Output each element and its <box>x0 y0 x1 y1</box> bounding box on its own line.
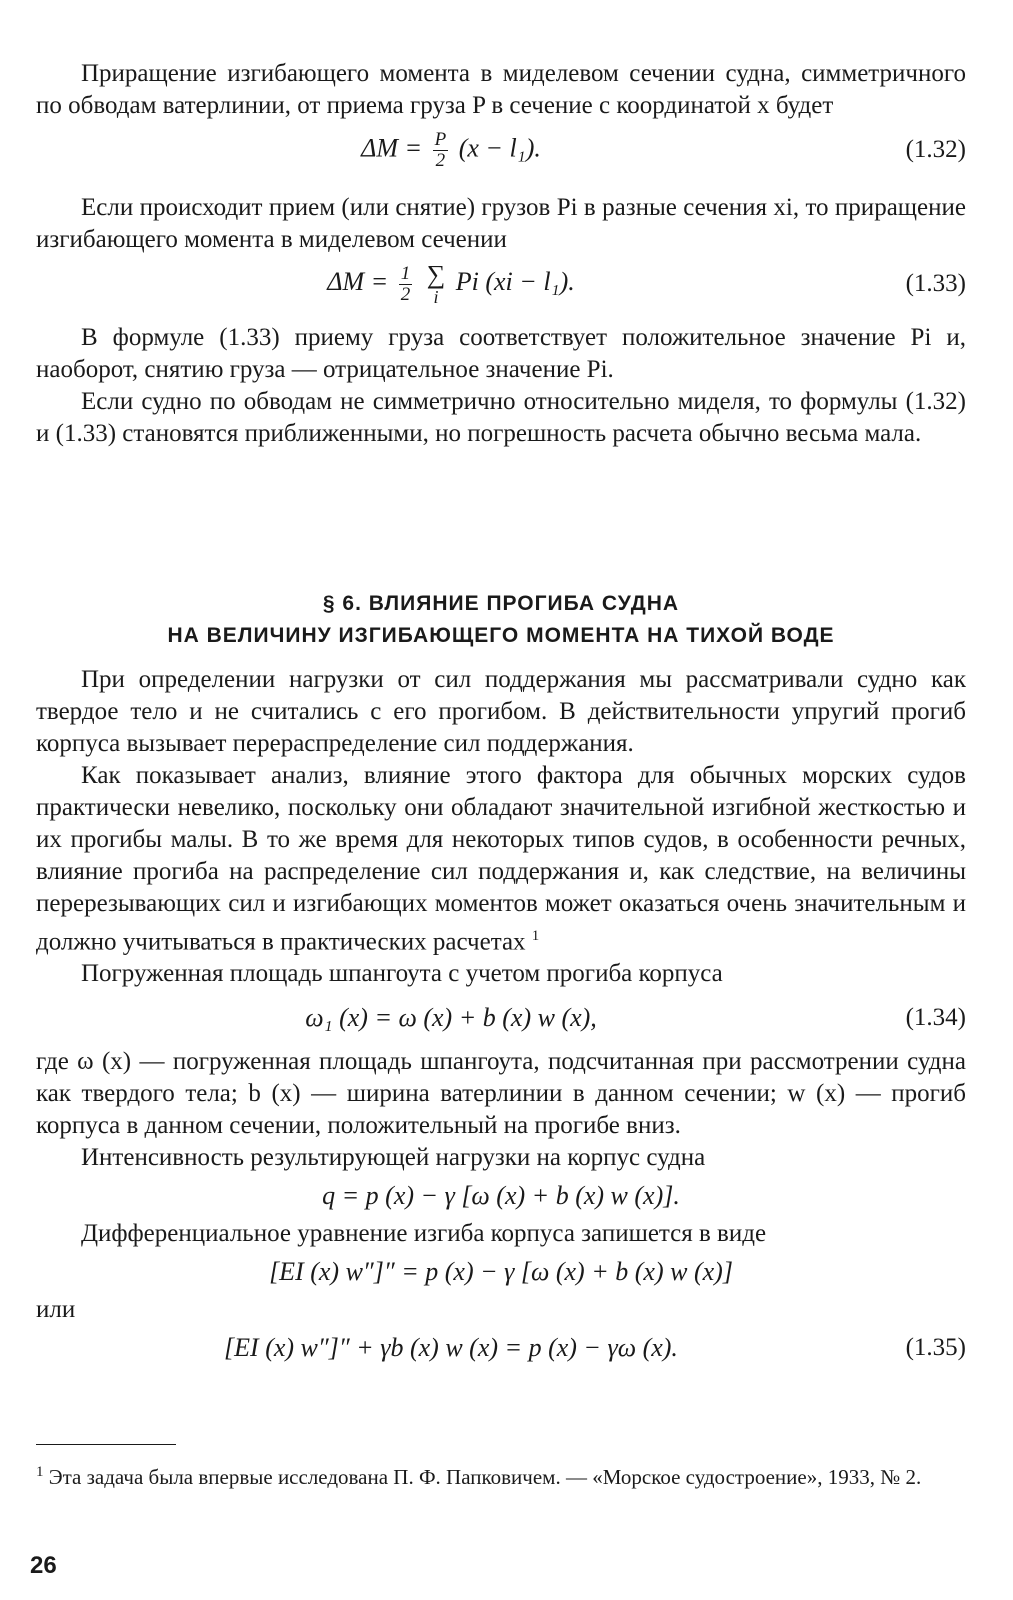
paragraph-frame-area: Погруженная площадь шпангоута с учетом прогиба корпуса <box>81 960 723 988</box>
fraction-denominator: 2 <box>435 149 446 171</box>
equation-number: (1.33) <box>905 270 966 297</box>
footnote-divider <box>36 1444 176 1445</box>
fraction-denominator: 2 <box>400 283 411 305</box>
eq-rhs: (x − l₁). <box>458 132 541 162</box>
eq-lhs: ΔM = <box>327 266 389 296</box>
equation-number: (1.32) <box>905 136 966 163</box>
footnote <box>36 1458 966 1491</box>
equation-1-32 <box>36 122 966 178</box>
equation-body <box>36 130 866 171</box>
footnote-marker: 1 <box>531 928 540 944</box>
paragraph-definitions: где ω (x) — погруженная площадь шпангоута, подсчитанная при рассмотрении судна как твердого тела; b (x) — ширина ватерлинии в данном сечении; w (x) — прогиб корпуса в данном сечении, положительный на прогибе вниз. <box>36 1048 966 1140</box>
fraction <box>399 264 413 305</box>
equation-body: ω₁ (x) = ω (x) + b (x) w (x), <box>305 1003 597 1033</box>
equation-body: q = p (x) − γ [ω (x) + b (x) w (x)]. <box>322 1181 680 1211</box>
summation <box>427 262 446 306</box>
footnote-text: Эта задача была впервые исследована П. Ф. Папковичем. — «Морское судостроение», 1933, № 2. <box>48 1465 922 1489</box>
equation-1-35 <box>36 1326 966 1370</box>
eq-rhs: Pi (xi − l₁). <box>455 266 575 296</box>
paragraph-analysis <box>36 760 966 958</box>
footnote-number: 1 <box>36 1464 44 1480</box>
equation-number: (1.35) <box>905 1334 966 1362</box>
paragraph-load-intensity: Интенсивность результирующей нагрузки на корпус судна <box>81 1144 706 1172</box>
section-heading-line-2: НА ВЕЛИЧИНУ ИЗГИБАЮЩЕГО МОМЕНТА НА ТИХОЙ ВОДЕ <box>167 624 835 647</box>
paragraph-multiple-loads: Если происходит прием (или снятие) грузов Pi в разные сечения xi, то приращение изгибающего момента в миделевом сечении <box>36 194 966 253</box>
equation-body <box>36 262 866 306</box>
paragraph-moment-increment: Приращение изгибающего момента в миделевом сечении судна, симметричного по обводам ватерлинии, от приема груза P в сечение с координатой x будет <box>36 60 966 119</box>
equation-differential <box>36 1250 966 1294</box>
paragraph-sign-convention: В формуле (1.33) приему груза соответствует положительное значение Pi и, наоборот, снятию груза — отрицательное значение Pi. <box>36 324 966 383</box>
paragraph-analysis-text: Как показывает анализ, влияние этого фактора для обычных морских судов практически невелико, поскольку они обладают значительной изгибной жесткостью и их прогибы малы. В то же время для некоторых типов судов, в особенности речных, влияние прогиба на распределение сил поддержания и, как следствие, на величины перерезывающих сил и изгибающих моментов может оказаться очень значительным и должно учитываться в практических расчетах <box>36 762 966 956</box>
paragraph-asymmetric-hull: Если судно по обводам не симметрично относительно миделя, то формулы (1.32) и (1.33) становятся приближенными, но погрешность расчета обычно весьма мала. <box>36 388 966 447</box>
equation-1-34 <box>36 990 966 1046</box>
paragraph-differential-equation: Дифференциальное уравнение изгиба корпуса запишется в виде <box>81 1220 767 1248</box>
equation-body: [EI (x) w″]″ = p (x) − γ [ω (x) + b (x) w (x)] <box>269 1257 733 1287</box>
paragraph-rigid-body: При определении нагрузки от сил поддержания мы рассматривали судно как твердое тело и не считались с его прогибом. В действительности упругий прогиб корпуса вызывает перераспределение сил поддержания. <box>36 666 966 757</box>
fraction-numerator: P <box>434 128 447 150</box>
sum-index: i <box>433 287 439 307</box>
page-number: 26 <box>30 1552 57 1579</box>
equation-1-33 <box>36 256 966 312</box>
section-heading <box>36 588 966 652</box>
eq-lhs: ΔM = <box>361 132 423 162</box>
lower-text-block <box>36 664 966 1370</box>
equation-number: (1.34) <box>905 1004 966 1032</box>
fraction <box>433 130 449 171</box>
section-heading-line-1: § 6. ВЛИЯНИЕ ПРОГИБА СУДНА <box>322 592 680 615</box>
fraction-numerator: 1 <box>400 262 411 284</box>
paragraph-or: или <box>36 1296 76 1324</box>
upper-text-block <box>36 58 966 450</box>
sum-sign: ∑ <box>426 260 446 289</box>
equation-load <box>36 1174 966 1218</box>
equation-body: [EI (x) w″]″ + γb (x) w (x) = p (x) − γω (x). <box>224 1333 678 1363</box>
